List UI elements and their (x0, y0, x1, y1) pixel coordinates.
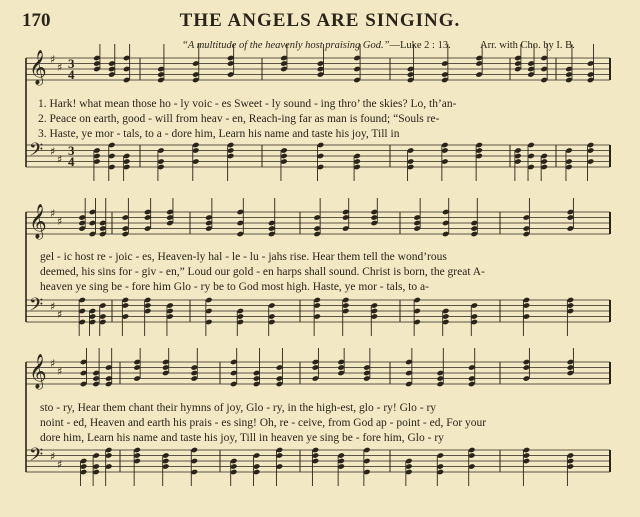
sharp-sign: ♯ (57, 308, 63, 321)
time-signature: 4 (68, 154, 75, 169)
scripture-quote: “A multitude of the heavenly host praising God.” (182, 40, 390, 51)
lyric-line: deemed, his sins for - giv - en,” Loud our gold - en harps shall sound. Christ is born, the great A- (40, 266, 485, 278)
treble-clef: 𝄞 (29, 204, 47, 239)
sharp-sign: ♯ (57, 153, 63, 166)
sharp-sign: ♯ (57, 365, 63, 378)
bass-clef: 𝄢 (29, 295, 44, 320)
sharp-sign: ♯ (50, 53, 56, 66)
lyric-line: noint - ed, Heaven and earth his prais - es sing! Oh, re - ceive, from God ap - point - ed, For your (40, 417, 487, 429)
lyric-line: 3. Haste, ye mor - tals, to a - dore him, Learn his name and taste his joy, Till in (38, 128, 400, 140)
sharp-sign: ♯ (57, 61, 63, 74)
treble-clef: 𝄞 (29, 354, 47, 389)
lyric-line: heaven ye sing be - fore him Glo - ry be to God most high. Haste, ye mor - tals, to a- (40, 281, 429, 293)
sharp-sign: ♯ (57, 215, 63, 228)
lyric-line: gel - ic host re - joic - es, Heaven-ly hal - le - lu - jahs rise. Hear them tell the wond’rous (40, 251, 447, 263)
treble-clef: 𝄞 (29, 50, 47, 85)
sharp-sign: ♯ (50, 207, 56, 220)
sharp-sign: ♯ (50, 357, 56, 370)
hymn-title: THE ANGELS ARE SINGING. (179, 10, 461, 31)
sharp-sign: ♯ (50, 300, 56, 313)
sharp-sign: ♯ (50, 145, 56, 158)
sharp-sign: ♯ (57, 458, 63, 471)
time-signature: 3 (68, 56, 75, 71)
time-signature: 4 (68, 67, 75, 82)
lyric-line: dore him, Learn his name and taste his joy, Till in heaven ye sing be - fore him, Glo - ry (40, 432, 444, 444)
lyric-line: 1. Hark! what mean those ho - ly voic - es Sweet - ly sound - ing thro’ the skies? Lo, th’an- (38, 98, 457, 110)
scripture-citation: —Luke 2 : 13. (389, 40, 451, 51)
bass-clef: 𝄢 (29, 140, 44, 165)
lyric-line: sto - ry, Hear them chant their hymns of joy, Glo - ry, in the high-est, glo - ry! Glo - ry (40, 402, 437, 414)
lyric-line: 2. Peace on earth, good - will from heav - en, Reach-ing far as man is found; “Souls re- (38, 113, 440, 125)
arranger-credit: Arr. with Cho. by I. B. (480, 40, 575, 51)
bass-clef: 𝄢 (29, 445, 44, 470)
page-number: 170 (22, 10, 51, 31)
sharp-sign: ♯ (50, 450, 56, 463)
time-signature: 3 (68, 143, 75, 158)
